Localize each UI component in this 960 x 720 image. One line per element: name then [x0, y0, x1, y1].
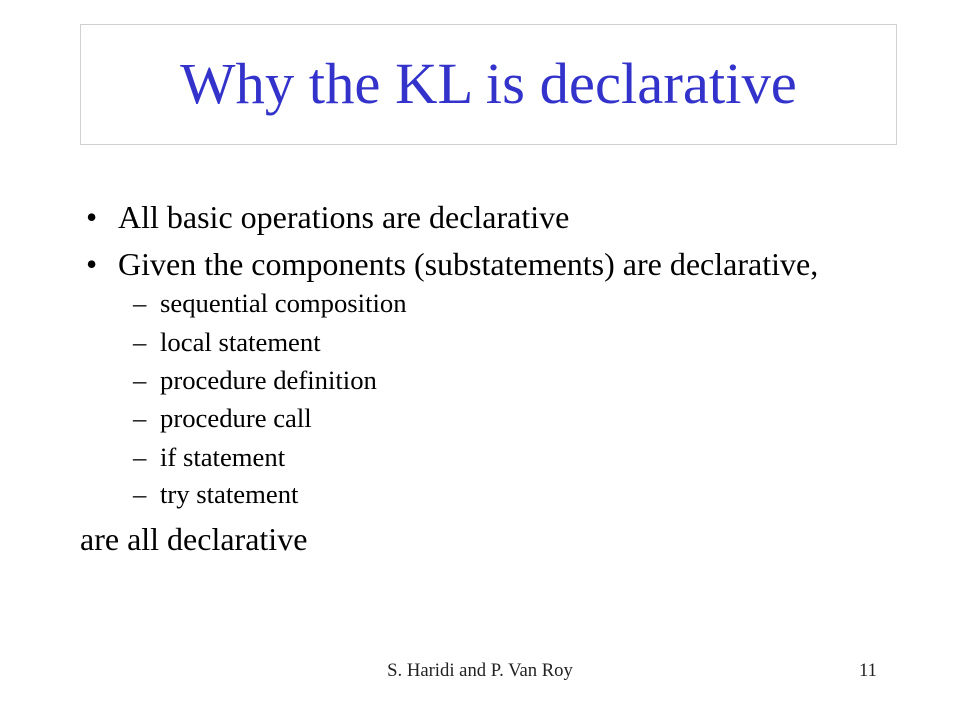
sub-bullet-text: local statement — [160, 327, 321, 357]
conclusion-text: are all declarative — [80, 521, 308, 557]
slide-title: Why the KL is declarative — [180, 51, 797, 117]
bullet-item — [0, 248, 960, 280]
sub-bullet-text: if statement — [160, 442, 286, 472]
dash-symbol: – — [133, 327, 147, 357]
bullet-symbol: • — [86, 199, 98, 235]
dash-symbol: – — [133, 288, 147, 318]
sub-bullet-text: try statement — [160, 479, 299, 509]
sub-bullet-text: sequential composition — [160, 288, 407, 318]
sub-bullet-item — [0, 444, 960, 471]
dash-symbol: – — [133, 403, 147, 433]
bullet-text: All basic operations are declarative — [118, 199, 570, 235]
bullet-text: Given the components (substatements) are declarative, — [118, 246, 819, 282]
sub-bullet-item — [0, 290, 960, 317]
bullet-symbol: • — [86, 246, 98, 282]
dash-symbol: – — [133, 365, 147, 395]
footer-authors: S. Haridi and P. Van Roy — [387, 660, 573, 681]
title-box — [80, 24, 897, 145]
sub-bullet-item — [0, 481, 960, 508]
sub-bullet-item — [0, 367, 960, 394]
dash-symbol: – — [133, 479, 147, 509]
dash-symbol: – — [133, 442, 147, 472]
sub-bullet-text: procedure definition — [160, 365, 377, 395]
page-number: 11 — [859, 660, 877, 681]
bullet-item — [0, 201, 960, 233]
sub-bullet-item — [0, 329, 960, 356]
sub-bullet-item — [0, 405, 960, 432]
sub-bullet-text: procedure call — [160, 403, 312, 433]
